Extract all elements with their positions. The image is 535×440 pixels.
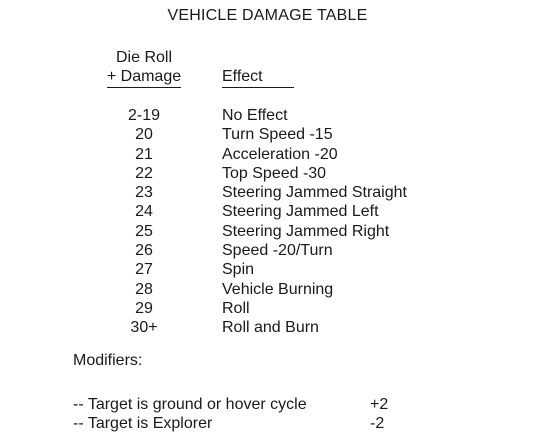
page-title: VEHICLE DAMAGE TABLE (167, 7, 368, 24)
table-row (0, 125, 535, 144)
table-row (0, 318, 535, 337)
roll-cell: 26 (135, 242, 153, 260)
roll-cell: 29 (135, 299, 153, 317)
roll-cell: 22 (135, 164, 153, 182)
table-row (0, 106, 535, 125)
table-row (0, 280, 535, 299)
modifier-text: -- Target is Explorer (73, 415, 213, 432)
modifier-value: +2 (370, 396, 389, 413)
roll-cell: 23 (135, 184, 153, 202)
roll-cell: 25 (135, 222, 153, 240)
roll-cell: 20 (135, 126, 153, 144)
header-die-roll-line2: + Damage (107, 67, 181, 88)
header-die-roll-line1: Die Roll (115, 49, 172, 66)
effect-cell: Vehicle Burning (222, 280, 334, 298)
effect-cell: Top Speed -30 (222, 164, 327, 182)
header-effect (222, 67, 294, 88)
roll-cell: 2-19 (127, 107, 161, 124)
roll-cell: 27 (135, 261, 153, 279)
table-row (0, 222, 535, 241)
effect-cell: Spin (222, 261, 255, 279)
table-row (0, 260, 535, 279)
modifier-text: -- Target is ground or hover cycle (73, 396, 307, 413)
table-row (0, 164, 535, 183)
effect-cell: Steering Jammed Right (222, 222, 390, 240)
effect-cell: Steering Jammed Left (222, 203, 379, 221)
effect-cell: Acceleration -20 (222, 145, 338, 163)
table-row (0, 183, 535, 202)
roll-cell: 21 (135, 145, 153, 163)
modifiers-heading: Modifiers: (73, 352, 143, 369)
modifier-item (73, 414, 385, 433)
effect-cell: Roll (222, 299, 250, 317)
effect-cell: No Effect (222, 107, 288, 124)
modifier-value: -2 (370, 415, 385, 432)
roll-cell: 30+ (130, 319, 158, 337)
roll-cell: 24 (135, 203, 153, 221)
effect-cell: Turn Speed -15 (222, 126, 333, 144)
table-row (0, 241, 535, 260)
header-effect-label: Effect (222, 67, 294, 88)
roll-cell: 28 (135, 280, 153, 298)
modifier-item (73, 395, 389, 414)
effect-cell: Speed -20/Turn (222, 242, 333, 260)
effect-cell: Steering Jammed Straight (222, 184, 407, 202)
header-die-roll (96, 48, 192, 88)
damage-table (0, 106, 535, 338)
table-row (0, 299, 535, 318)
table-row (0, 145, 535, 164)
effect-cell: Roll and Burn (222, 319, 319, 337)
table-row (0, 202, 535, 221)
